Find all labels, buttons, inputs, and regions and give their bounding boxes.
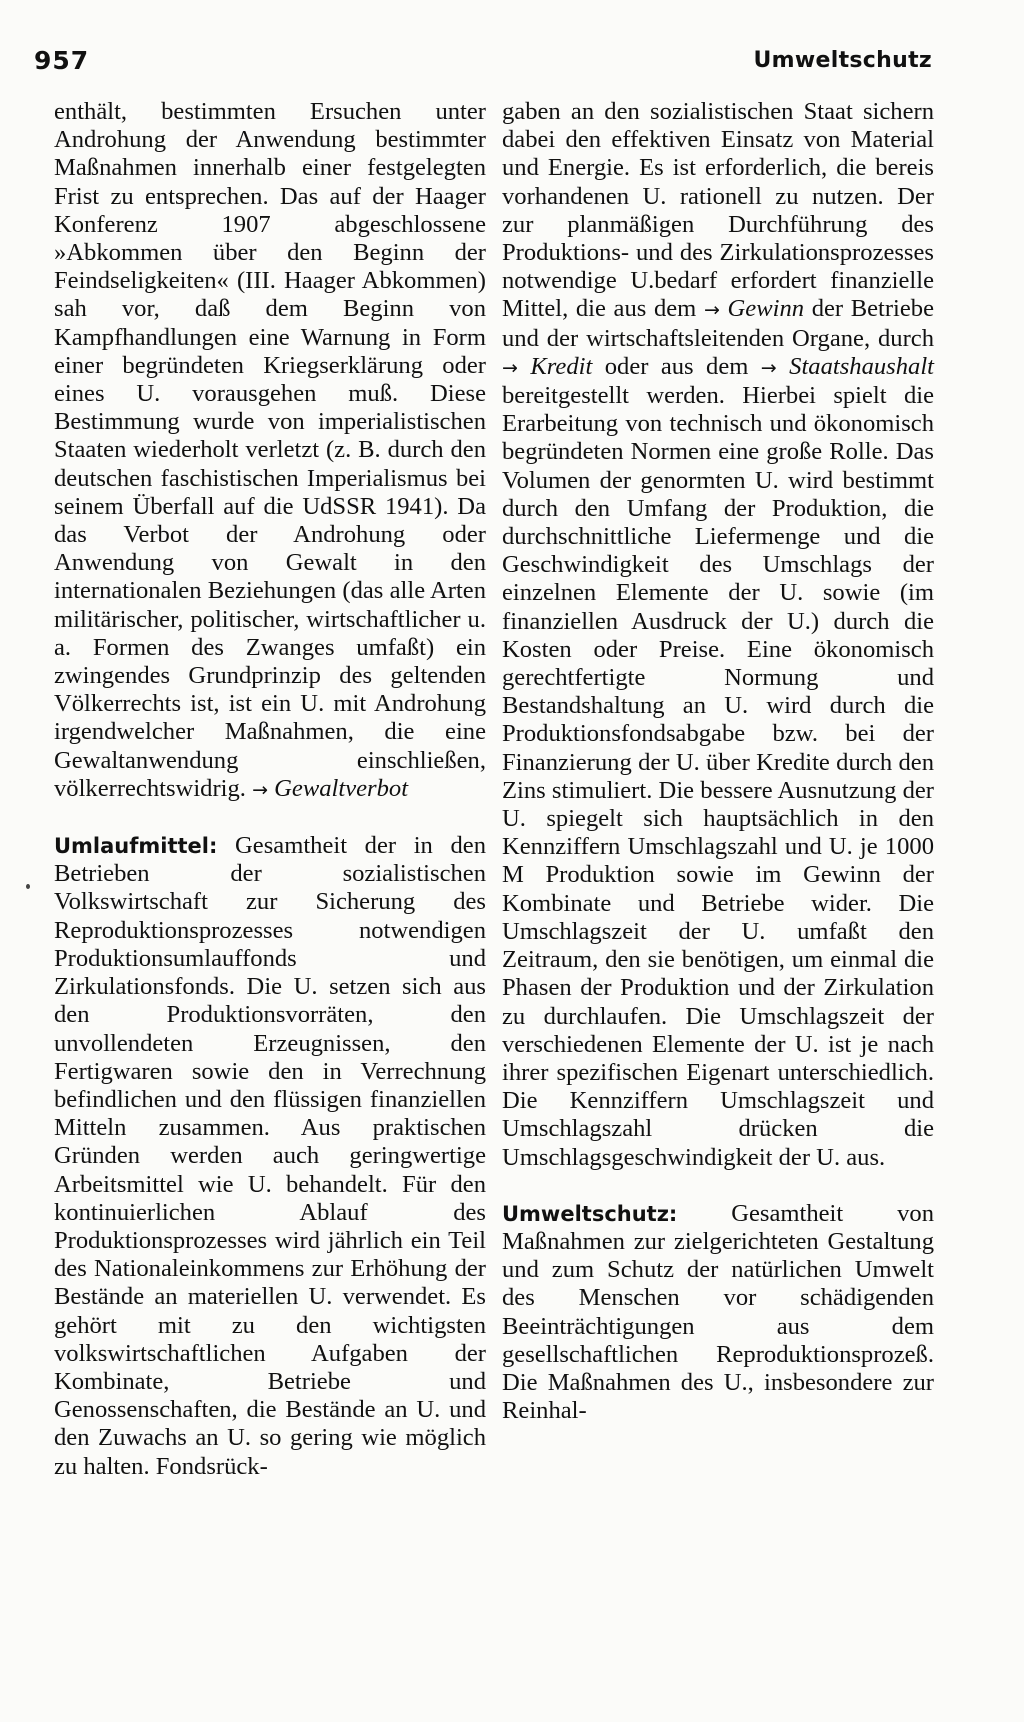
xref-arrow-icon: → [703, 299, 720, 322]
margin-mark [26, 884, 30, 889]
continuation-paragraph [54, 98, 486, 804]
xref-gewaltverbot[interactable]: Gewaltverbot [274, 774, 409, 802]
continuation-text: enthält, bestimmten Ersuchen unter Androhung der Anwendung bestimmter Maßnahmen innerhalb einer festgelegten Frist zu entsprechen. Das auf der Haager Konferenz 1907 abgeschlossene »Abkommen über den Beginn der Feindseligkeiten« (III. Haager Abkommen) sah vor, daß dem Beginn von Kampfhandlungen eine Warnung in Form einer begründeten Kriegserklärung oder eines U. vorausgehen muß. Diese Bestimmung wurde von imperialistischen Staaten wiederholt verletzt (z. B. durch den deutschen faschistischen Imperialismus bei seinem Überfall auf die UdSSR 1941). Da das Verbot der Androhung oder Anwendung von Gewalt in den internationalen Beziehungen (das alle Arten militärischer, politischer, wirtschaftlicher u. a. Formen des Zwanges umfaßt) ein zwingendes Grundprinzip des geltenden Völkerrechts ist, ist ein U. mit Androhung irgendwelcher Maßnahmen, die eine Gewaltanwendung einschließen, völkerrechtswidrig. [54, 98, 486, 802]
running-head: Umweltschutz [753, 48, 932, 73]
xref-arrow-icon: → [502, 356, 518, 379]
entry-umlaufmittel-continued [502, 98, 934, 1172]
xref-gewinn[interactable]: Gewinn [727, 295, 805, 323]
headword-umlaufmittel: Umlaufmittel: [54, 834, 218, 859]
xref-arrow-icon: → [760, 356, 777, 379]
left-column [54, 98, 486, 1481]
entry-text-d: bereitgestellt werden. Hierbei spielt die Erarbeitung von technisch und ökonomisch begründeten Normen eine große Rolle. Das Volumen der genormten U. wird bestimmt durch den Umfang der Produktion, die durchschnittliche Liefermenge und die Geschwindigkeit des Umschlags der einzelnen Elemente der U. sowie (im finanziellen Ausdruck der U.) durch die Kosten oder Preise. Eine ökonomisch gerechtfertigte Normung und Bestandshaltung an U. wird durch die Produktionsfondsabgabe bzw. bei der Finanzierung der U. über Kredite durch den Zins stimuliert. Die bessere Ausnutzung der U. spiegelt sich hauptsächlich in den Kennziffern Umschlagszahl und U. je 1000 M Produktion sowie im Gewinn der Kombinate und Betriebe wider. Die Umschlagszeit der U. umfaßt den Zeitraum, den sie benötigen, um einmal die Phasen der Produktion und der Zirkulation zu durchlaufen. Die Umschlagszeit der verschiedenen Elemente der U. ist je nach ihrer spezifischen Eigenart unterschiedlich. Die Kennziffern Umschlagszeit und Umschlagszahl drücken die Umschlagsgeschwindigkeit der U. aus. [502, 382, 934, 1171]
entry-text-a: gaben an den sozialistischen Staat sichern dabei den effektiven Einsatz von Material und Energie. Es ist erforderlich, die bereis vorhandenen U. rationell zu nutzen. Der zur planmäßigen Durchführung des Produktions- und des Zirkulationsprozesses notwendige U.bedarf erfordert finanzielle Mittel, die aus dem [502, 98, 934, 323]
xref-kredit[interactable]: Kredit [530, 352, 593, 380]
page-number: 957 [34, 46, 90, 75]
entry-text-b: der Betriebe und der wirtschaftsleitenden Organe, durch [502, 295, 935, 352]
entry-text: Gesamtheit von Maßnahmen zur zielgerichteten Gestaltung und zum Schutz der natürlichen Umwelt des Menschen vor schädigenden Beeinträchtigungen aus dem gesellschaftlichen Reproduktionsprozeß. Die Maßnahmen des U., insbesondere zur Reinhal- [502, 1199, 934, 1425]
right-column [502, 98, 934, 1425]
entry-umweltschutz [502, 1200, 934, 1426]
entry-text: Gesamtheit der in den Betrieben der sozialistischen Volkswirtschaft zur Sicherung des Reproduktionsprozesses notwendigen Produktionsumlauffonds und Zirkulationsfonds. Die U. setzen sich aus den Produktionsvorräten, den unvollendeten Erzeugnissen, den Fertigwaren sowie den in Verrechnung befindlichen und den flüssigen finanziellen Mitteln zusammen. Aus praktischen Gründen werden auch geringwertige Arbeitsmittel wie U. behandelt. Für den kontinuierlichen Ablauf des Produktionsprozesses wird jährlich ein Teil des Nationaleinkommens zur Erhöhung der Bestände an materiellen U. verwendet. Es gehört mit zu den wichtigsten volkswirtschaftlichen Aufgaben der Kombinate, Betriebe und Genossenschaften, die Bestände an U. und den Zuwachs an U. so gering wie möglich zu halten. Fondsrück- [54, 832, 486, 1480]
entry-text-c: oder aus dem [604, 352, 749, 380]
entry-umlaufmittel [54, 832, 486, 1481]
xref-staatshaushalt[interactable]: Staatshaushalt [789, 352, 934, 380]
xref-arrow-icon: → [252, 778, 268, 801]
headword-umweltschutz: Umweltschutz: [502, 1201, 678, 1226]
